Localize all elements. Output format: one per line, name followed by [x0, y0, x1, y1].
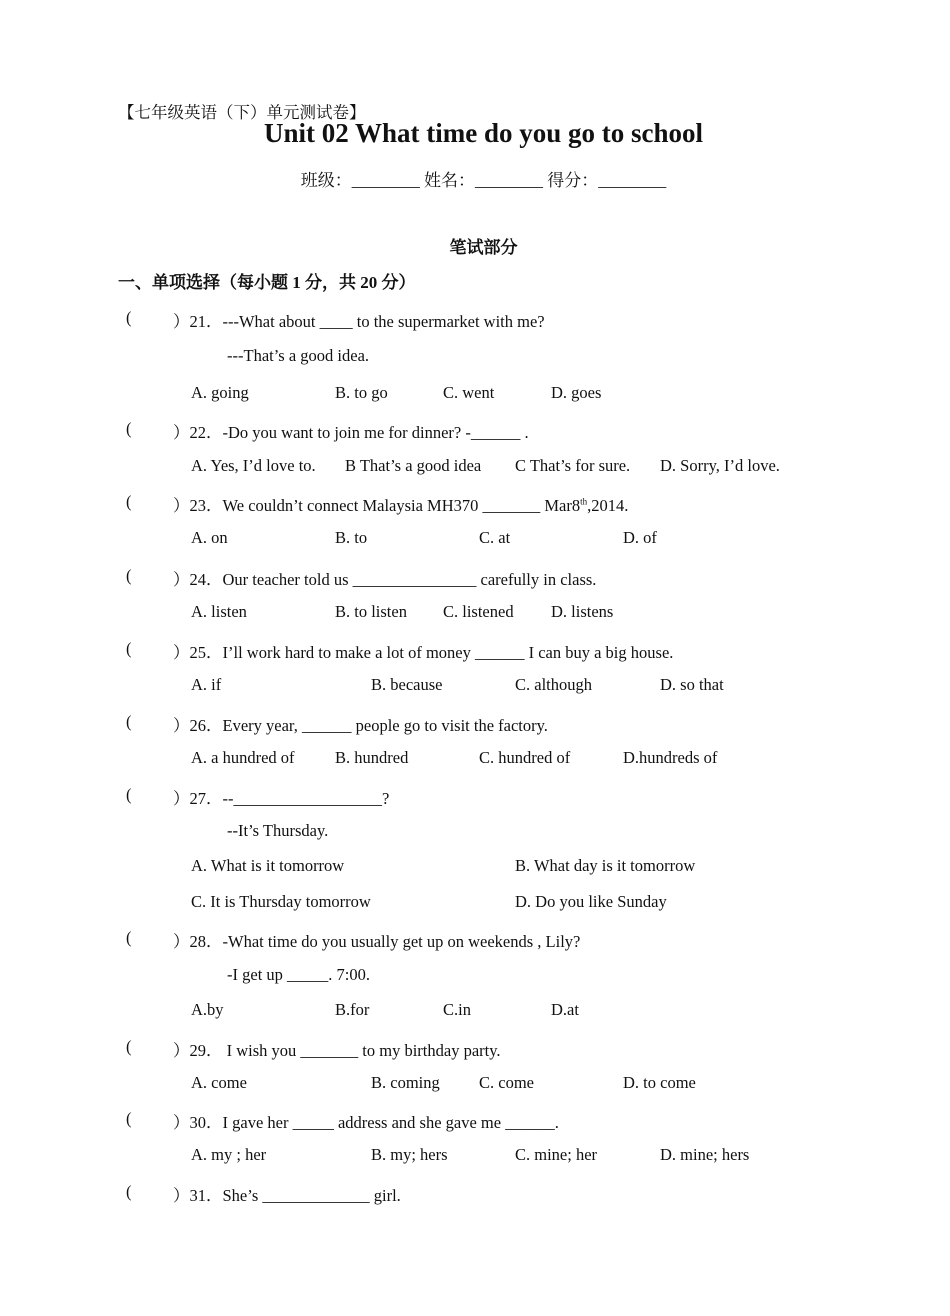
option: D. goes	[551, 383, 602, 402]
option: B. because	[371, 675, 443, 694]
option: A. going	[191, 383, 249, 402]
option: C. It is Thursday tomorrow	[191, 892, 371, 911]
stem-text-end: ,2014.	[587, 496, 629, 515]
question-line2: -I get up _____. 7:00.	[227, 965, 370, 984]
option: B.for	[335, 1000, 370, 1019]
question-stem: ）30．I gave her _____ address and she gave me ______.	[173, 1113, 559, 1132]
option: A. my ; her	[191, 1145, 267, 1164]
option: C. mine; her	[515, 1145, 598, 1164]
option: A. What is it tomorrow	[191, 856, 345, 875]
option: B. my; hers	[371, 1145, 448, 1164]
student-info-line: 班级：________ 姓名：________ 得分：________	[300, 171, 667, 190]
question-stem: ）27．--__________________?	[173, 789, 390, 808]
answer-bracket: (	[126, 1037, 132, 1056]
option: A. a hundred of	[191, 748, 295, 767]
option: C. although	[515, 675, 592, 694]
answer-bracket: (	[126, 492, 132, 511]
option: D. of	[623, 528, 657, 547]
part-title: 一、单项选择（每小题 1 分，共 20 分）	[118, 273, 416, 292]
question-stem: ）29． I wish you _______ to my birthday party.	[173, 1041, 501, 1060]
option: D.hundreds of	[623, 748, 718, 767]
option: D. Do you like Sunday	[515, 892, 667, 911]
option: B. coming	[371, 1073, 440, 1092]
question-stem: ）25．I’ll work hard to make a lot of money ______ I can buy a big house.	[173, 643, 674, 662]
question-stem: ）31．She’s _____________ girl.	[173, 1186, 401, 1205]
option: C.in	[443, 1000, 471, 1019]
option: D. listens	[551, 602, 614, 621]
answer-bracket: (	[126, 785, 132, 804]
option: B. What day is it tomorrow	[515, 856, 696, 875]
answer-bracket: (	[126, 712, 132, 731]
option: A. come	[191, 1073, 247, 1092]
superscript: th	[580, 496, 588, 507]
answer-bracket: (	[126, 566, 132, 585]
question-stem: ）24．Our teacher told us _______________ carefully in class.	[173, 570, 597, 589]
option: C. went	[443, 383, 495, 402]
question-stem: ）26．Every year, ______ people go to visit the factory.	[173, 716, 548, 735]
answer-bracket: (	[126, 308, 132, 327]
question-line2: ---That’s a good idea.	[227, 346, 370, 365]
answer-bracket: (	[126, 639, 132, 658]
question-line2: --It’s Thursday.	[227, 821, 329, 840]
question-stem: ）28．-What time do you usually get up on weekends , Lily?	[173, 932, 581, 951]
question-stem: ）22．-Do you want to join me for dinner? -______ .	[173, 423, 529, 442]
option: C. listened	[443, 602, 514, 621]
option: A. if	[191, 675, 222, 694]
answer-bracket: (	[126, 1182, 132, 1201]
option: B. to	[335, 528, 368, 547]
section-title: 笔试部分	[449, 238, 518, 257]
option: D.at	[551, 1000, 579, 1019]
question-stem	[173, 492, 628, 516]
question-stem: ）21．---What about ____ to the supermarket with me?	[173, 312, 545, 331]
option: C. hundred of	[479, 748, 571, 767]
option: C That’s for sure.	[515, 456, 631, 475]
option: A.by	[191, 1000, 224, 1019]
option: D. Sorry, I’d love.	[660, 456, 780, 475]
option: B That’s a good idea	[345, 456, 482, 475]
page-title: Unit 02 What time do you go to school	[263, 118, 704, 148]
stem-text: ）23．We couldn’t connect Malaysia MH370 _______ Mar8	[173, 496, 581, 515]
option: A. listen	[191, 602, 247, 621]
option: D. mine; hers	[660, 1145, 750, 1164]
option: D. so that	[660, 675, 724, 694]
option: B. to go	[335, 383, 388, 402]
answer-bracket: (	[126, 1109, 132, 1128]
header-tag: 【七年级英语（下）单元测试卷】	[118, 103, 366, 122]
option: C. come	[479, 1073, 534, 1092]
option: A. on	[191, 528, 228, 547]
option: B. hundred	[335, 748, 409, 767]
option: C. at	[479, 528, 511, 547]
option: D. to come	[623, 1073, 696, 1092]
answer-bracket: (	[126, 419, 132, 438]
option: A. Yes, I’d love to.	[191, 456, 316, 475]
option: B. to listen	[335, 602, 407, 621]
answer-bracket: (	[126, 928, 132, 947]
